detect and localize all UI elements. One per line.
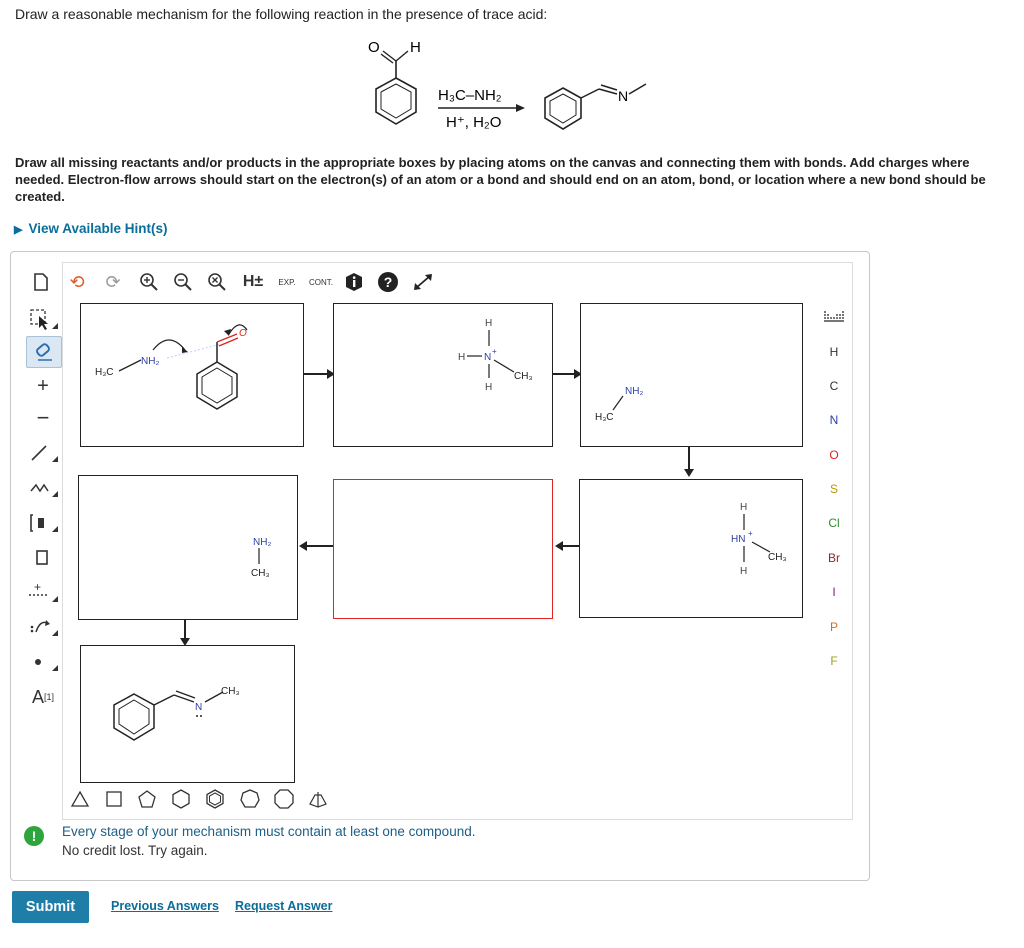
element-i-button[interactable]: I xyxy=(832,585,836,599)
cyclohexane-template[interactable] xyxy=(171,789,191,814)
single-bond-tool[interactable] xyxy=(26,438,60,468)
redo-icon[interactable]: ⟳ xyxy=(105,271,121,292)
drawing-canvas[interactable] xyxy=(63,297,823,779)
mechanism-box-2[interactable] xyxy=(333,303,553,447)
nh2-label: NH₂ xyxy=(625,386,644,397)
zoom-reset-icon[interactable] xyxy=(204,270,230,294)
mechanism-box-1[interactable] xyxy=(80,303,304,447)
element-n-button[interactable]: N xyxy=(829,413,839,427)
text-tool[interactable] xyxy=(26,682,60,712)
ch3-label: CH₃ xyxy=(768,552,787,563)
element-o-button[interactable]: O xyxy=(829,448,839,462)
flow-arrowhead-icon xyxy=(684,469,694,477)
feedback-sub-text: No credit lost. Try again. xyxy=(62,843,208,858)
cycloheptane-template[interactable] xyxy=(239,789,261,814)
mechanism-box-3[interactable] xyxy=(580,303,803,447)
expand-triangle-icon: ▶ xyxy=(14,224,23,236)
text-tool-label: A xyxy=(31,686,44,707)
imine-product-structure xyxy=(545,84,646,129)
cyclopropane-template[interactable] xyxy=(70,789,90,814)
ch3-label: CH₃ xyxy=(251,568,270,579)
h-bottom-label: H xyxy=(485,382,493,393)
h-top-label: H xyxy=(485,318,493,329)
undo-icon[interactable]: ⟲ xyxy=(69,271,85,292)
svg-text:+: + xyxy=(34,580,42,594)
n-label: N xyxy=(484,352,492,363)
h-left-label: H xyxy=(458,352,466,363)
rectangle-tool[interactable] xyxy=(26,543,60,573)
contract-button[interactable]: CONT. xyxy=(309,277,333,287)
instructions-text: Draw all missing reactants and/or products in the appropriate boxes by placing atoms on the canvas and connecting them with bonds. Add charges where needed. Electron-flow arrows should start on the electron(s) of an atom or a bond and should end on an atom, bond, or location where a new bond should be created. xyxy=(15,155,986,204)
zoom-in-icon[interactable] xyxy=(136,270,162,294)
hn-label: HN xyxy=(731,534,746,545)
help-icon[interactable] xyxy=(376,270,400,294)
electron-flow-arrow-tool[interactable] xyxy=(26,612,60,642)
flow-arrowhead-icon xyxy=(555,541,563,551)
aldehyde-h-label: H xyxy=(410,39,421,56)
alert-icon: ! xyxy=(24,826,44,846)
question-text: Draw a reasonable mechanism for the following reaction in the presence of trace acid: xyxy=(15,6,548,22)
h-top-label: H xyxy=(740,502,748,513)
positive-charge-tool[interactable]: + xyxy=(37,374,49,397)
info-icon[interactable] xyxy=(343,271,365,293)
periodic-table-icon[interactable] xyxy=(820,310,848,327)
reagent-bottom: H⁺, H₂O xyxy=(446,114,502,131)
benzaldehyde-structure xyxy=(368,39,421,124)
element-c-button[interactable]: C xyxy=(829,379,839,393)
element-p-button[interactable]: P xyxy=(829,620,838,634)
radical-electron-tool[interactable] xyxy=(26,647,60,677)
flow-arrow xyxy=(563,545,579,547)
n-label: N xyxy=(195,702,203,713)
h3c-label: H₃C xyxy=(95,367,114,378)
fullscreen-icon[interactable] xyxy=(410,270,436,294)
mechanism-box-5-empty[interactable] xyxy=(333,479,553,619)
flow-arrow xyxy=(307,545,333,547)
cyclobutane-template[interactable] xyxy=(104,789,124,814)
product-n-label: N xyxy=(618,88,629,104)
ch3-label: CH₃ xyxy=(221,686,240,697)
h-bottom-label: H xyxy=(740,566,748,577)
feedback-main-text: Every stage of your mechanism must contain at least one compound. xyxy=(62,824,476,839)
svg-text:?: ? xyxy=(383,274,393,290)
element-br-button[interactable]: Br xyxy=(828,551,840,565)
cyclopentane-template[interactable] xyxy=(137,789,157,814)
request-answer-link[interactable]: Request Answer xyxy=(235,899,333,913)
aldehyde-o-label: O xyxy=(368,39,380,56)
zoom-out-icon[interactable] xyxy=(170,270,196,294)
ch3-label: CH₃ xyxy=(514,371,533,382)
reaction-scheme xyxy=(350,32,690,142)
plus-label: + xyxy=(492,347,497,356)
mechanism-box-7[interactable] xyxy=(80,645,295,783)
lasso-select-tool[interactable] xyxy=(26,305,60,335)
nh2-label: NH₂ xyxy=(141,356,160,367)
previous-answers-link[interactable]: Previous Answers xyxy=(111,899,219,913)
flow-arrowhead-icon xyxy=(299,541,307,551)
bicyclic-template[interactable] xyxy=(307,789,329,814)
feedback-message xyxy=(24,823,624,863)
h3c-label: H₃C xyxy=(595,412,614,423)
nh2-label: NH₂ xyxy=(253,537,272,548)
hint-label: View Available Hint(s) xyxy=(28,221,168,236)
eraser-tool[interactable] xyxy=(26,336,62,368)
plus-label: + xyxy=(748,529,753,538)
element-f-button[interactable]: F xyxy=(830,654,838,668)
o-label: O xyxy=(239,328,247,339)
benzene-template[interactable] xyxy=(205,789,225,814)
text-tool-superscript: [1] xyxy=(44,692,55,702)
cyclooctane-template[interactable] xyxy=(273,789,295,814)
negative-charge-tool[interactable]: − xyxy=(36,405,50,430)
expand-button[interactable]: EXP. xyxy=(278,277,296,287)
template-tool[interactable] xyxy=(26,508,60,538)
element-cl-button[interactable]: Cl xyxy=(828,516,840,530)
element-s-button[interactable]: S xyxy=(829,482,838,496)
chain-tool[interactable] xyxy=(26,473,60,503)
element-h-button[interactable]: H xyxy=(829,345,839,359)
mechanism-box-4[interactable] xyxy=(78,475,298,620)
new-document-icon[interactable] xyxy=(30,271,52,293)
view-hints-link[interactable] xyxy=(14,221,168,236)
mechanism-box-6[interactable] xyxy=(579,479,803,618)
submit-button[interactable]: Submit xyxy=(12,891,89,923)
reagent-top: H₃C–NH₂ xyxy=(438,87,502,104)
arrow-tool[interactable] xyxy=(26,578,60,608)
explicit-hydrogens-button[interactable]: H± xyxy=(242,273,264,290)
